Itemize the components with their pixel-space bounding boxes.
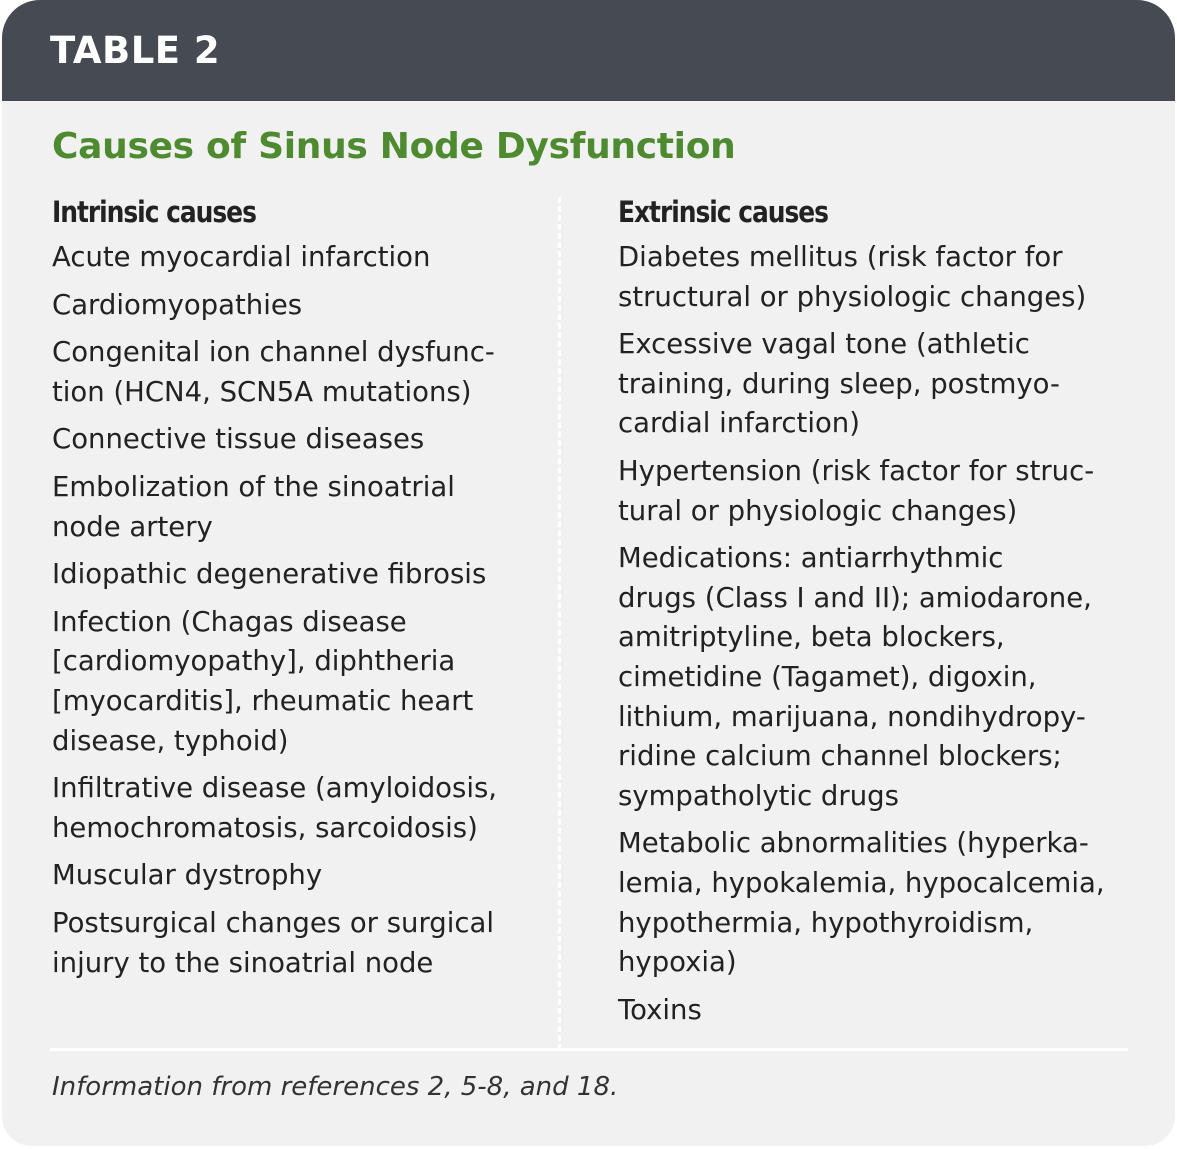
- cause-item-line: amitriptyline, beta blockers,: [618, 621, 1005, 654]
- cause-item-line: cimetidine (Tagamet), digoxin,: [618, 660, 1037, 693]
- cause-item-line: node artery: [52, 510, 213, 543]
- cause-item-line: Medications: antiarrhythmic: [618, 542, 1004, 575]
- cause-item-line: Excessive vagal tone (athletic: [618, 328, 1030, 361]
- cause-item-line: disease, typhoid): [52, 724, 289, 757]
- extrinsic-causes-column: [618, 190, 1138, 1038]
- intrinsic-causes-heading: Intrinsic causes: [52, 195, 256, 229]
- cause-item-line: sympatholytic drugs: [618, 779, 899, 812]
- cause-item-line: Cardiomyopathies: [52, 288, 303, 321]
- cause-item: [52, 420, 542, 460]
- cause-item: [52, 769, 542, 848]
- cause-item: [618, 325, 1138, 444]
- cause-item-line: Idiopathic degenerative fibrosis: [52, 558, 487, 591]
- cause-item-line: cardial infarction): [618, 407, 860, 440]
- cause-item: [52, 856, 542, 896]
- cause-item-line: Infection (Chagas disease: [52, 605, 407, 638]
- cause-item-line: injury to the sinoatrial node: [52, 946, 434, 979]
- cause-item-line: Metabolic abnormalities (hyperka-: [618, 827, 1089, 860]
- cause-item-line: lemia, hypokalemia, hypocalcemia,: [618, 866, 1105, 899]
- cause-item: [618, 238, 1138, 317]
- cause-item: [52, 904, 542, 983]
- cause-item-line: drugs (Class I and II); amiodarone,: [618, 581, 1092, 614]
- cause-item: [52, 238, 542, 278]
- intrinsic-causes-column: [52, 190, 542, 991]
- cause-item-line: Muscular dystrophy: [52, 859, 323, 892]
- intrinsic-causes-list: [52, 238, 542, 983]
- source-footnote: Information from references 2, 5-8, and 18.: [52, 1072, 619, 1102]
- cause-item-line: Connective tissue diseases: [52, 423, 425, 456]
- cause-item-line: Acute myocardial infarction: [52, 241, 431, 273]
- cause-item-line: Embolization of the sinoatrial: [52, 470, 455, 503]
- cause-item: [52, 603, 542, 761]
- cause-item-line: Diabetes mellitus (risk factor for: [618, 241, 1063, 273]
- table-card: [2, 0, 1175, 1146]
- extrinsic-causes-list: [618, 238, 1138, 1030]
- cause-item-line: Hypertension (risk factor for struc-: [618, 454, 1095, 487]
- table-number-label: TABLE 2: [50, 29, 221, 72]
- cause-item: [618, 539, 1138, 816]
- table-title: Causes of Sinus Node Dysfunction: [52, 126, 736, 167]
- cause-item-line: Congenital ion channel dysfunc-: [52, 336, 495, 369]
- cause-item-line: hypoxia): [618, 946, 737, 979]
- cause-item-line: Infiltrative disease (amyloidosis,: [52, 772, 498, 805]
- cause-item: [618, 991, 1138, 1031]
- cause-item-line: [myocarditis], rheumatic heart: [52, 684, 474, 717]
- cause-item: [52, 555, 542, 595]
- cause-item-line: [cardiomyopathy], diphtheria: [52, 645, 456, 678]
- cause-item-line: hypothermia, hypothyroidism,: [618, 906, 1034, 939]
- cause-item: [52, 286, 542, 326]
- cause-item-line: Toxins: [618, 993, 702, 1026]
- cause-item: [52, 468, 542, 547]
- cause-item: [52, 333, 542, 412]
- cause-item-line: tural or physiologic changes): [618, 494, 1018, 527]
- cause-item: [618, 824, 1138, 982]
- footer-divider: [50, 1048, 1128, 1051]
- cause-item-line: training, during sleep, postmyo-: [618, 367, 1060, 400]
- cause-item-line: Postsurgical changes or surgical: [52, 906, 495, 939]
- cause-item-line: hemochromatosis, sarcoidosis): [52, 811, 478, 844]
- cause-item-line: ridine calcium channel blockers;: [618, 740, 1062, 773]
- table-header-bar: [2, 0, 1175, 101]
- cause-item: [618, 452, 1138, 531]
- cause-item-line: structural or physiologic changes): [618, 280, 1087, 313]
- cause-item-line: tion (HCN4, SCN5A mutations): [52, 375, 472, 408]
- cause-item-line: lithium, marijuana, nondihydropy-: [618, 700, 1086, 733]
- extrinsic-causes-heading: Extrinsic causes: [618, 195, 828, 229]
- column-divider: [558, 197, 561, 1050]
